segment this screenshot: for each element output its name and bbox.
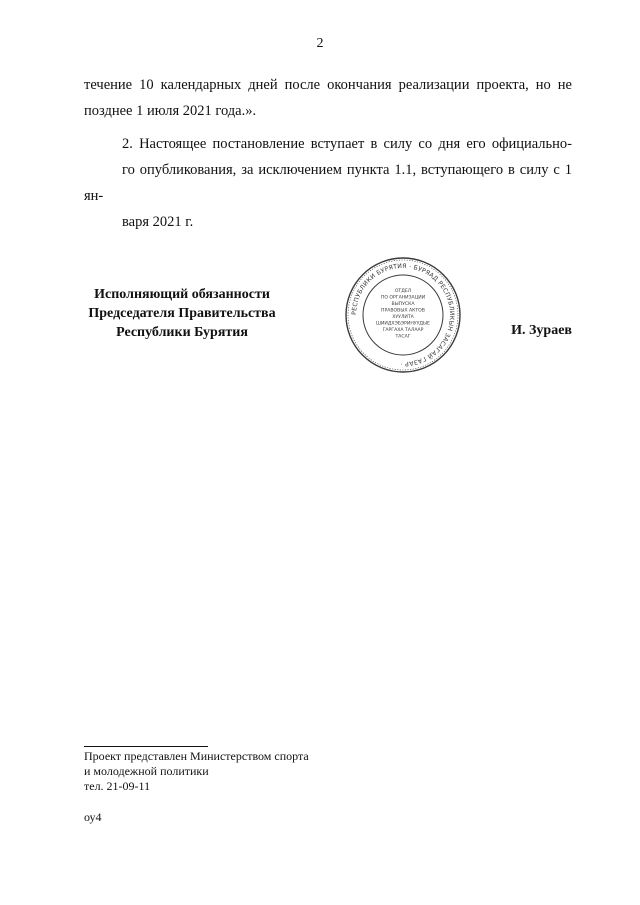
seal-ring-textpath: РЕСПУБЛИКИ БУРЯТИЯ · БУРЯАД РЕСПУБЛИКЫН ЗАСАГАЙ ГАЗАР · [350, 262, 456, 368]
seal-center-line: ТАСАГ [395, 334, 411, 340]
text-line: 2. Настоящее постановление вступает в силу со дня его официально- [122, 136, 572, 152]
footnote-line: и молодежной политики [84, 764, 209, 778]
page-number: 2 [316, 36, 324, 51]
text-line: течение 10 календарных дней после окончания реализации проекта, но не [84, 77, 572, 93]
position-line: Председателя Правительства [88, 306, 276, 321]
seal-center-line: ОТДЕЛ [394, 289, 412, 294]
text-line: го опубликования, за исключением пункта 1.1, вступающего в силу с 1 ян- [84, 162, 572, 204]
signatory-name: И. Зураев [511, 323, 572, 338]
footnote-line: тел. 21-09-11 [84, 779, 151, 793]
seal-center-line: ПО ОРГАНИЗАЦИИ [380, 295, 426, 301]
footnote-line: Проект представлен Министерством спорта [84, 749, 309, 763]
position-line: Республики Бурятия [116, 325, 248, 340]
signatory-position [84, 285, 280, 342]
paragraph-clause-2 [84, 131, 572, 235]
position-line: Исполняющий обязанности [94, 287, 270, 302]
seal-center-line: ПРАВОВЫХ АКТОВ [381, 308, 425, 314]
text-line: позднее 1 июля 2021 года.». [84, 103, 257, 119]
document-code: оу4 [84, 810, 102, 824]
official-seal [344, 256, 462, 374]
footnote [84, 749, 309, 794]
text-line: варя 2021 г. [122, 214, 194, 230]
seal-center-line: ХУУЛИТА [392, 315, 414, 320]
paragraph-continuation [84, 72, 572, 124]
seal-center-line: ШИИДХЭБЭРИНУУДЫЕ [376, 321, 430, 327]
seal-center-line: ГАРГАХА ТАЛААР [382, 328, 424, 333]
seal-center-line: ВЫПУСКА [391, 302, 415, 307]
footnote-divider [84, 746, 208, 747]
